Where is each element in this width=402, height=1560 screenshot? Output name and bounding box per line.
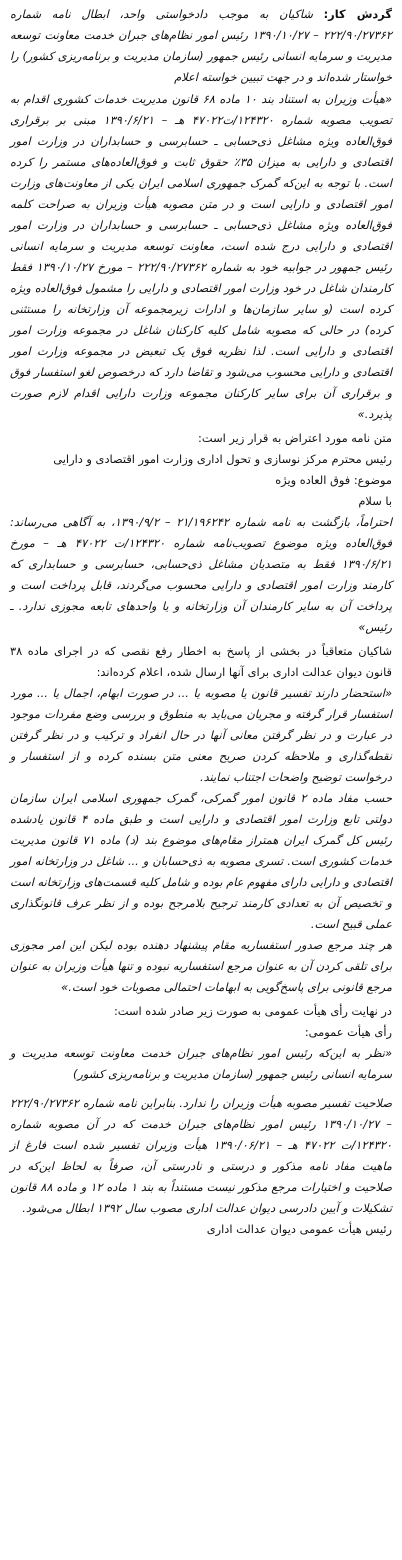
workflow-text: شاکیان به موجب دادخواستی واحد، ابطال نامه شماره ۲۲۲/۹۰/۲۷۳۶۲ – ۱۳۹۰/۱۰/۲۷ رئیس امور نظام‌های جبران خدمت معاونت توسعه مدیریت و سرمایه انسانی رئیس جمهور (سازمان مدیریت و برنامه‌ریزی کشور) را خواستار شده‌اند و در جهت تبیین خواسته اعلام <box>10 7 393 84</box>
plaintiffs-argument-1: «استحضار دارند تفسیر قانون یا مصوبه یا ... در صورت ابهام، اجمال یا ... مورد استفسار قرار گرفته و مجریان می‌باید به منطوق و بررسی وضع مفردات موجود در عبارت و در نظر گرفتن معانی آنها در حال انفراد و ترکیب و در نظر گرفتن نقطه‌گذاری و ملاحظه کردن صریح معنی متن بسنده کرده و از استفسار و درخواست توضیح واضحات اجتناب نمایند. <box>10 686 392 784</box>
letter-greeting: با سلام <box>358 494 392 508</box>
plaintiffs-argument-3: هر چند مرجع صدور استفساریه مقام پیشنهاد دهنده بوده لیکن این امر مجوزی برای تلقی کردن آن به عنوان مرجع استفساریه نبوده و تنها هیأت وزیران به عنوان مرجع قانونی برای پاسخ‌گویی به ابهامات احتمالی مصوبات خود است.» <box>10 938 392 994</box>
contested-letter-body: احتراماً، بازگشت به نامه شماره ۲۱/۱۹۶۲۴۲ – ۱۳۹۰/۹/۲، به آگاهی می‌رساند: فوق‌العاده ویژه موضوع تصویب‌نامه شماره ۱۲۴۳۲۰/ت ۴۷۰۲۲ هـ – مورخ ۱۳۹۰/۶/۲۱ فقط به متصدیان مشاغل ذی‌حسابی، حسابرسی و حسابداری که کارمند وزارت امور اقتصادی و دارایی محسوب می‌گردند، قابل پرداخت است و پرداخت آن به سایر کارمندان آن وزارتخانه و یا واحدهای تابعه مجوزی ندارد. ـ رئیس» <box>10 515 392 634</box>
plaintiffs-statement-quote: «هیأت وزیران به استناد بند ۱۰ ماده ۶۸ قانون مدیریت خدمات کشوری اقدام به تصویب مصوبه شماره ۱۲۴۳۲۰/ت۴۷۰۲۲ هـ – ۱۳۹۰/۶/۲۱ مبنی بر برقراری فوق‌العاده ویژه مشاغل ذی‌حسابی ـ حسابرسی و حسابداران در وزارت امور اقتصادی و دارایی به میزان ۳۵٪ حقوق ثابت و فوق‌العاده‌های مستمر را کرده است. با توجه به این‌که گمرک جمهوری اسلامی ایران یکی از معاونت‌های وزارت امور اقتصادی و دارایی است و در متن مصوبه هیأت وزیران به صراحت کلمه فوق‌العاده ویژه مشاغل ذی‌حسابی ـ حسابرسی و حسابداران در وزارت امور اقتصادی و دارایی درج شده است، معاونت توسعه مدیریت و سرمایه انسانی رئیس جمهور در جوابیه خود به شماره ۲۲۲/۹۰/۲۷۳۶۲ – مورخ ۱۳۹۰/۱۰/۲۷ فقط کارمندان شاغل در خود وزارت امور اقتصادی و دارایی را مشمول فوق‌العاده ویژه کرده است (و سایر سازمان‌ها و ادارات زیرمجموعه آن وزارتخانه را مستثنی کرده) در حالی که مصوبه شامل کلیه کارکنان شاغل در مجموعه وزارت امور اقتصادی و دارایی است. لذا نظریه فوق یک تبعیض در مجموعه وزارت امور اقتصادی و دارایی محسوب می‌شود و تقاضا دارد که درخصوص لغو استفسار فوق و برقراری آن برای سایر کارکنان مجموعه وزارت دارایی اقدام لازم صورت پذیرد.» <box>10 92 393 421</box>
defect-response-intro: شاکیان متعاقباً در بخشی از پاسخ به اخطار رفع نقصی که در اجرای ماده ۳۸ قانون دیوان عدالت اداری برای آنها ارسال شده، اعلام کرده‌اند: <box>10 644 392 679</box>
letter-recipient: رئیس محترم مرکز نوسازی و تحول اداری وزارت امور اقتصادی و دارایی <box>53 452 392 466</box>
signature: رئیس هیأت عمومی دیوان عدالت اداری <box>206 1222 392 1236</box>
ruling-text-part-1: «نظر به این‌که رئیس امور نظام‌های جبران خدمت معاونت توسعه مدیریت و سرمایه انسانی رئیس جمهور (سازمان مدیریت و برنامه‌ریزی کشور) <box>10 1046 392 1081</box>
letter-subject: موضوع: فوق العاده ویژه <box>275 473 392 487</box>
case-workflow-paragraph <box>10 4 392 88</box>
plaintiffs-argument-2: حسب مفاد ماده ۲ قانون امور گمرکی، گمرک جمهوری اسلامی ایران سازمان دولتی تابع وزارت امور اقتصادی و دارایی است و طبق ماده ۴ قانون یادشده رئیس کل گمرک ایران همتراز مقام‌های موضوع بند (د) ماده ۷۱ قانون مدیریت خدمات کشوری است. تسری مصوبه به ذی‌حسابان و ... شاغل در وزارتخانه امور اقتصادی و دارایی دارای مفهوم عام بوده و شامل کلیه قسمت‌های وزارتخانه است و تخصیص آن به تعدادی کارمند ترجیح بلامرجح بوده و از نظر عرف قانونگذاری عملی قبیح است. <box>10 791 393 931</box>
contested-letter-heading: متن نامه مورد اعتراض به قرار زیر است: <box>198 431 392 445</box>
ruling-intro: در نهایت رأی هیأت عمومی به صورت زیر صادر شده است: <box>113 1004 392 1018</box>
workflow-label: گردش کار: <box>323 7 392 21</box>
general-board-ruling-heading: رأی هیأت عمومی: <box>304 1025 392 1039</box>
ruling-text-part-2: صلاحیت تفسیر مصوبه هیأت وزیران را ندارد. بنابراین نامه شماره ۲۲۲/۹۰/۲۷۳۶۲ – ۱۳۹۰/۱۰/۲۷ رئیس امور نظام‌های جبران خدمت که در آن مصوبه شماره ۱۲۴۳۲۰/ت ۴۷۰۲۲ هـ – ۱۳۹۰/۰۶/۲۱ هیأت وزیران تفسیر شده است فارغ از ماهیت مفاد نامه مذکور و درستی و نادرستی آن، صرفاً به لحاظ این‌که در صلاحیت و اختیارات مرجع مذکور نیست مستنداً به بند ۱ ماده ۱۲ و ماده ۸۸ قانون تشکیلات و آیین دادرسی دیوان عدالت اداری مصوب سال ۱۳۹۲ ابطال می‌شود. <box>10 1096 392 1215</box>
